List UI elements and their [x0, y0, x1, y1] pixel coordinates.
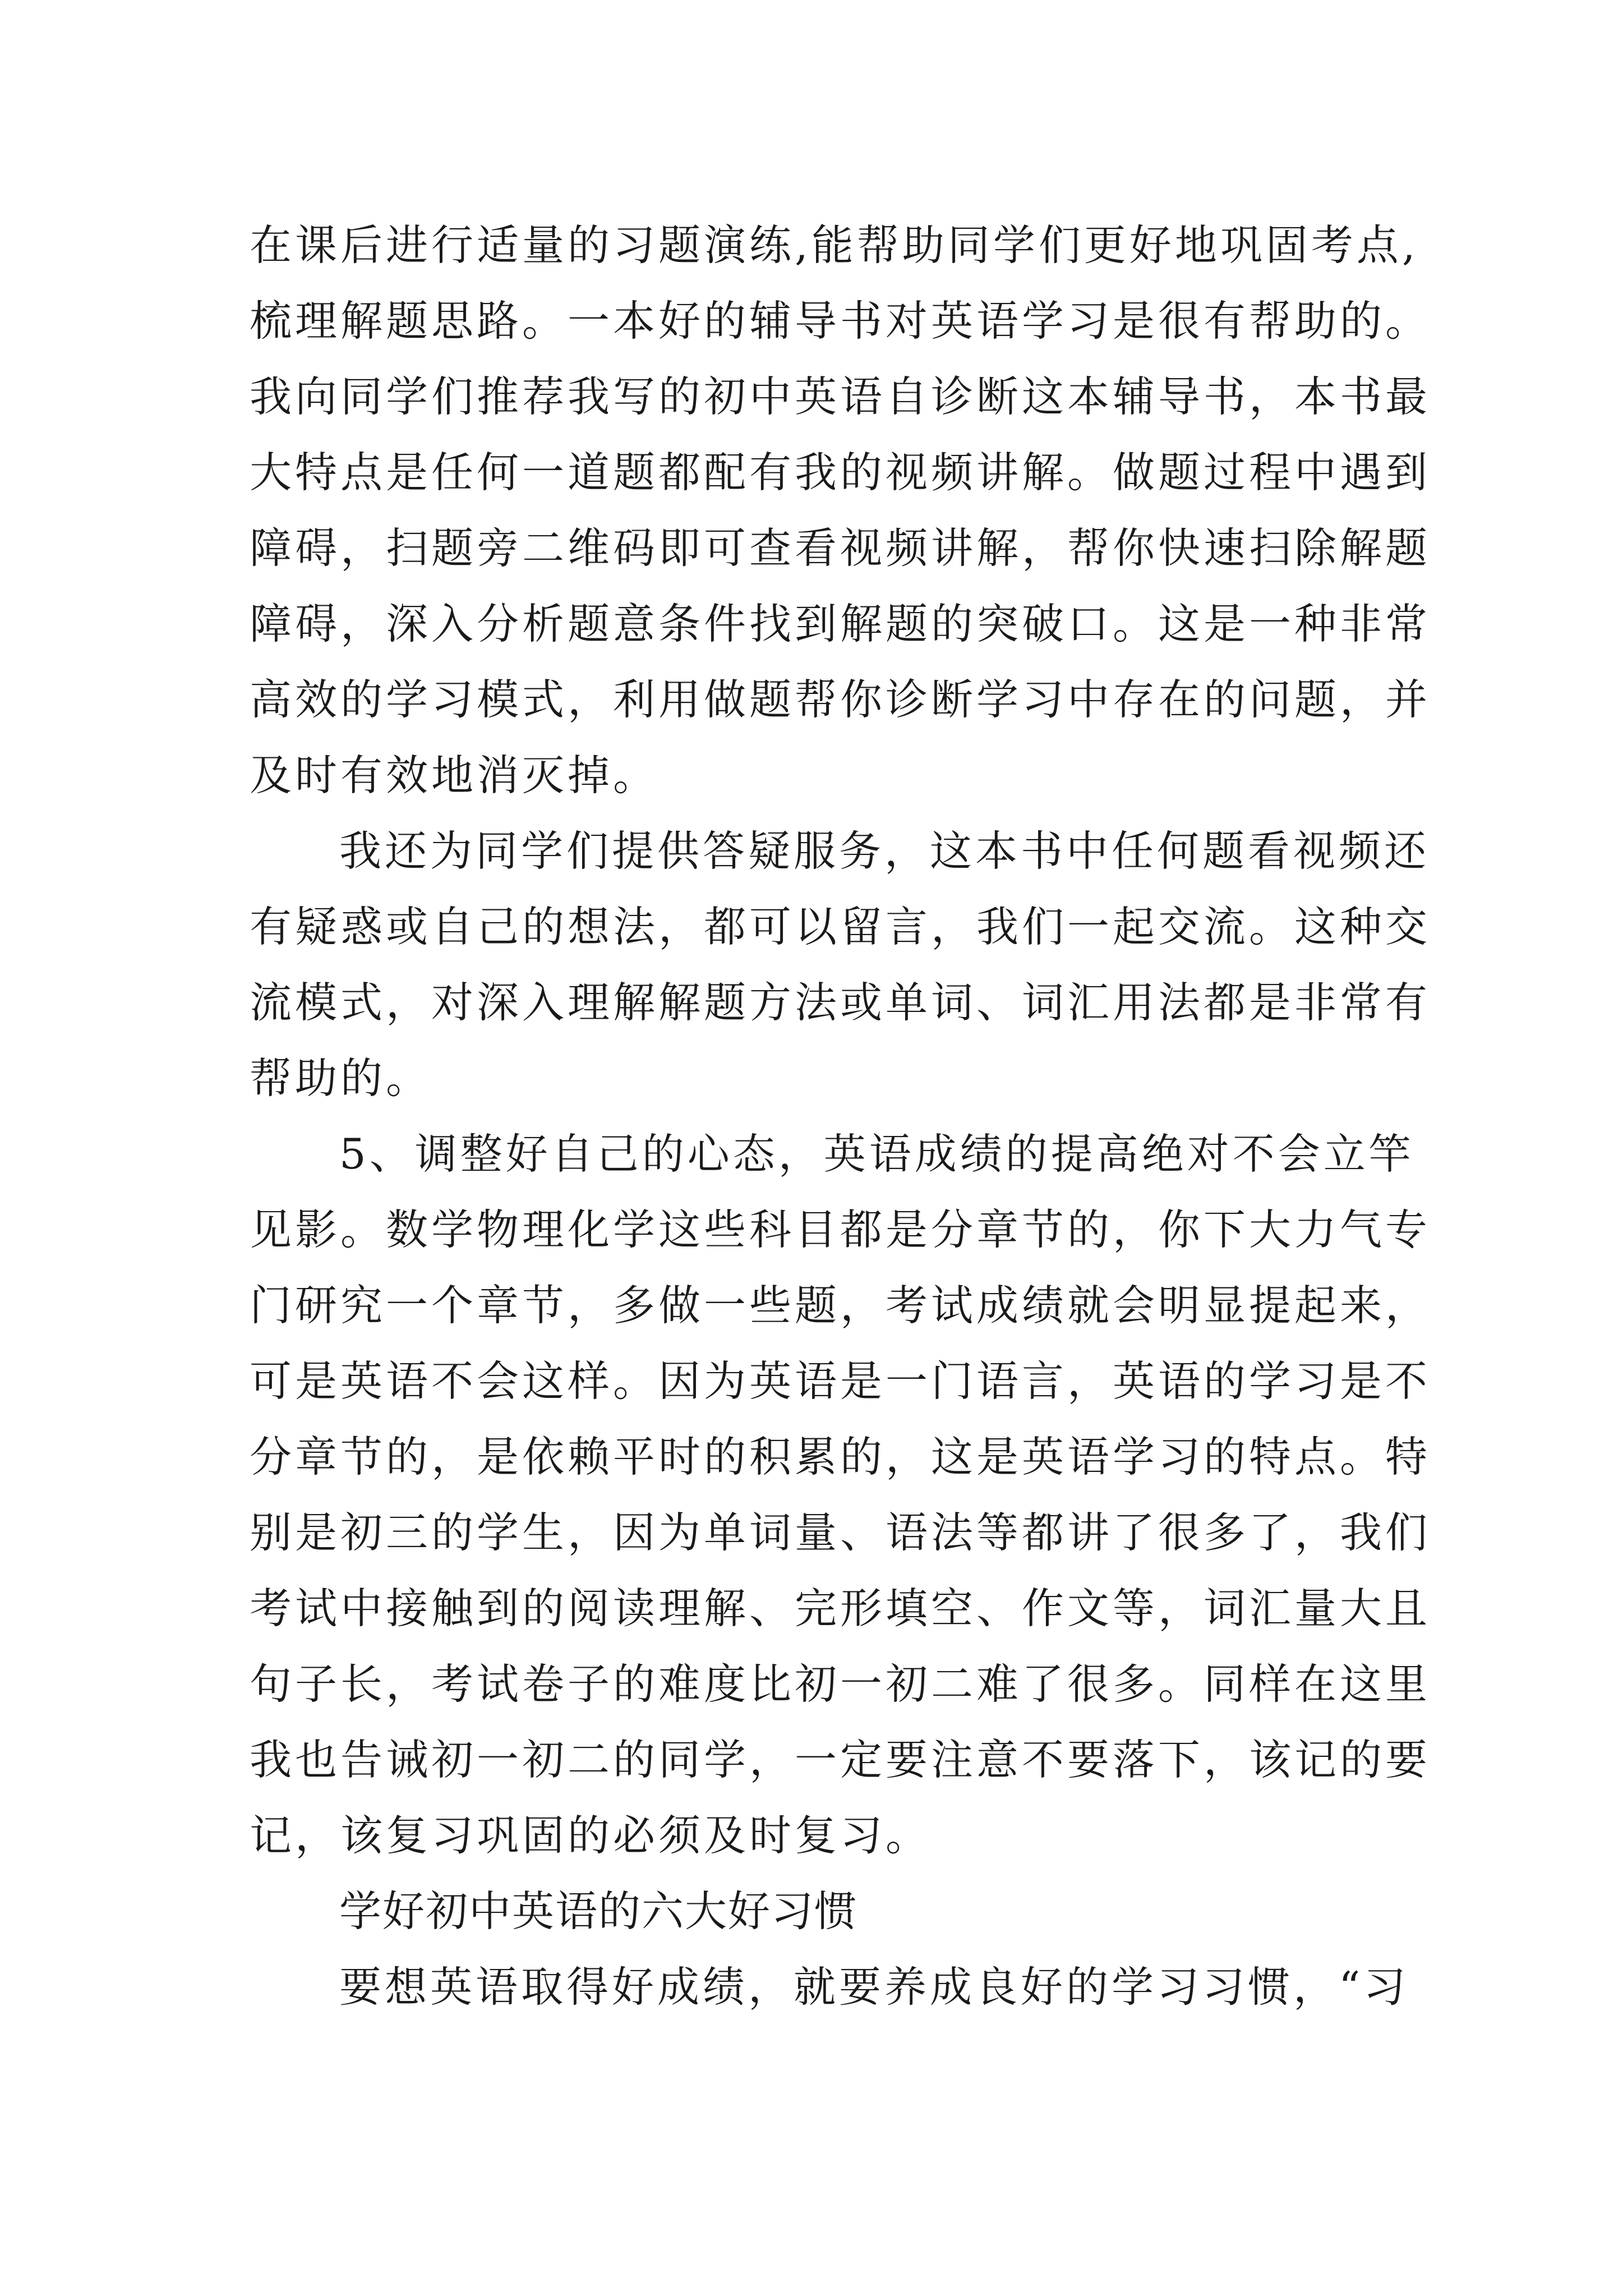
text-line-5: 障碍，扫题旁二维码即可查看视频讲解，帮你快速扫除解题: [250, 523, 1431, 573]
text-line-14: 见影。数学物理化学这些科目都是分章节的，你下大力气专: [250, 1205, 1431, 1254]
text-line-3: 我向同学们推荐我写的初中英语自诊断这本辅导书，本书最: [250, 372, 1431, 421]
text-line-7: 高效的学习模式，利用做题帮你诊断学习中存在的问题，并: [250, 675, 1431, 724]
text-line-4: 大特点是任何一道题都配有我的视频讲解。做题过程中遇到: [250, 448, 1431, 497]
text-line-19: 考试中接触到的阅读理解、完形填空、作文等，词汇量大且: [250, 1584, 1431, 1633]
text-line-18: 别是初三的学生，因为单词量、语法等都讲了很多了，我们: [250, 1508, 1431, 1557]
text-line-1: 在课后进行适量的习题演练,能帮助同学们更好地巩固考点,: [250, 220, 1419, 270]
text-line-2: 梳理解题思路。一本好的辅导书对英语学习是很有帮助的。: [250, 296, 1431, 346]
text-line-11: 流模式，对深入理解解题方法或单词、词汇用法都是非常有: [250, 978, 1431, 1027]
text-line-17: 分章节的，是依赖平时的积累的，这是英语学习的特点。特: [250, 1432, 1431, 1481]
section-heading: 学好初中英语的六大好习惯: [339, 1887, 858, 1936]
text-line-16: 可是英语不会这样。因为英语是一门语言，英语的学习是不: [250, 1356, 1431, 1406]
text-line-6: 障碍，深入分析题意条件找到解题的突破口。这是一种非常: [250, 599, 1431, 648]
text-line-24: 要想英语取得好成绩，就要养成良好的学习习惯，“习: [339, 1962, 1409, 2012]
text-line-8: 及时有效地消灭掉。: [250, 751, 659, 800]
document-body: [250, 208, 1431, 2025]
text-line-12: 帮助的。: [250, 1053, 432, 1103]
text-line-9: 我还为同学们提供答疑服务，这本书中任何题看视频还: [339, 826, 1430, 876]
text-line-15: 门研究一个章节，多做一些题，考试成绩就会明显提起来，: [250, 1281, 1431, 1330]
text-line-22: 记，该复习巩固的必须及时复习。: [250, 1811, 932, 1860]
text-line-21: 我也告诫初一初二的同学，一定要注意不要落下，该记的要: [250, 1735, 1431, 1784]
text-line-13: 5、调整好自己的心态，英语成绩的提高绝对不会立竿: [339, 1129, 1414, 1179]
text-line-10: 有疑惑或自己的想法，都可以留言，我们一起交流。这种交: [250, 902, 1431, 951]
text-line-20: 句子长，考试卷子的难度比初一初二难了很多。同样在这里: [250, 1659, 1431, 1709]
